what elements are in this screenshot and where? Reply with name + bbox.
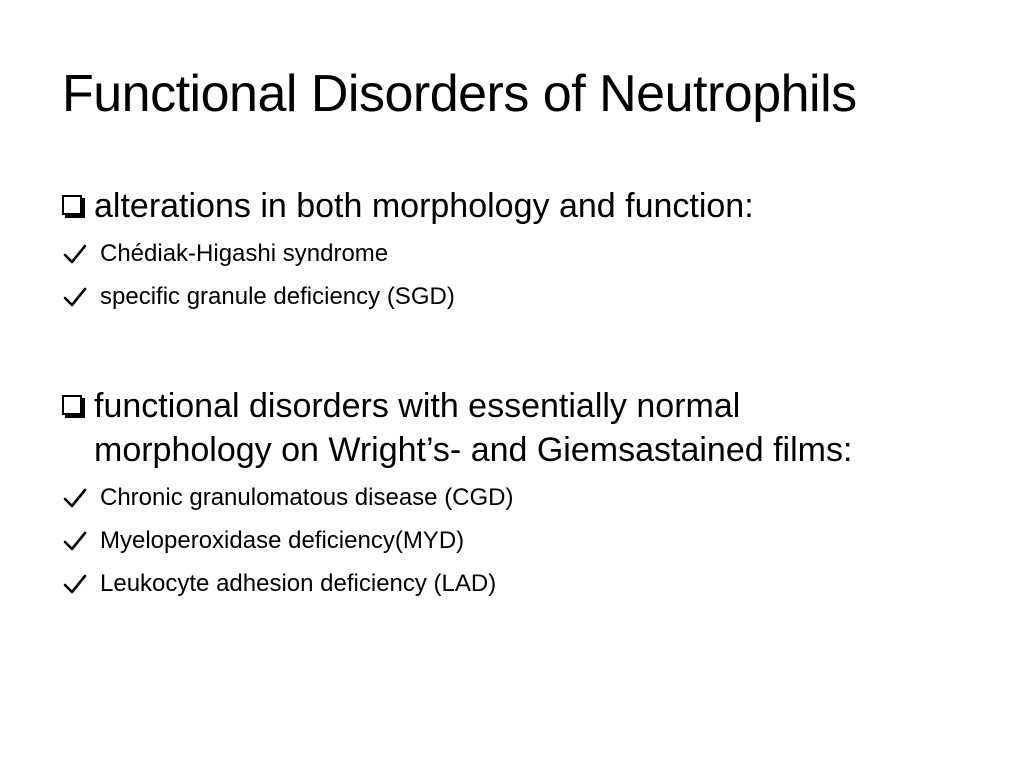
checkmark-icon [62, 286, 88, 308]
checkmark-icon [62, 487, 88, 509]
list-item-text: Chédiak-Higashi syndrome [100, 239, 389, 267]
slide-title: Functional Disorders of Neutrophils [62, 65, 857, 123]
section-heading [62, 184, 962, 228]
list-item-text: Myeloperoxidase deficiency(MYD) [100, 526, 465, 554]
disorder-list [62, 232, 962, 318]
section-morphology-and-function [62, 184, 962, 318]
disorder-list [62, 476, 962, 605]
list-item [62, 476, 962, 519]
section-normal-morphology [62, 384, 962, 605]
box-bullet-icon [62, 395, 82, 415]
list-item-text: specific granule deficiency (SGD) [100, 282, 455, 310]
checkmark-icon [62, 243, 88, 265]
list-item-text: Leukocyte adhesion deficiency (LAD) [100, 569, 497, 597]
list-item [62, 232, 962, 275]
box-bullet-icon [62, 195, 82, 215]
checkmark-icon [62, 573, 88, 595]
list-item [62, 275, 962, 318]
section-heading-text: alterations in both morphology and function: [94, 187, 754, 225]
list-item [62, 562, 962, 605]
section-heading [62, 384, 962, 472]
checkmark-icon [62, 530, 88, 552]
section-heading-text: functional disorders with essentially normal morphology on Wright’s- and Giemsastained films: [94, 387, 853, 469]
list-item-text: Chronic granulomatous disease (CGD) [100, 483, 514, 511]
list-item [62, 519, 962, 562]
